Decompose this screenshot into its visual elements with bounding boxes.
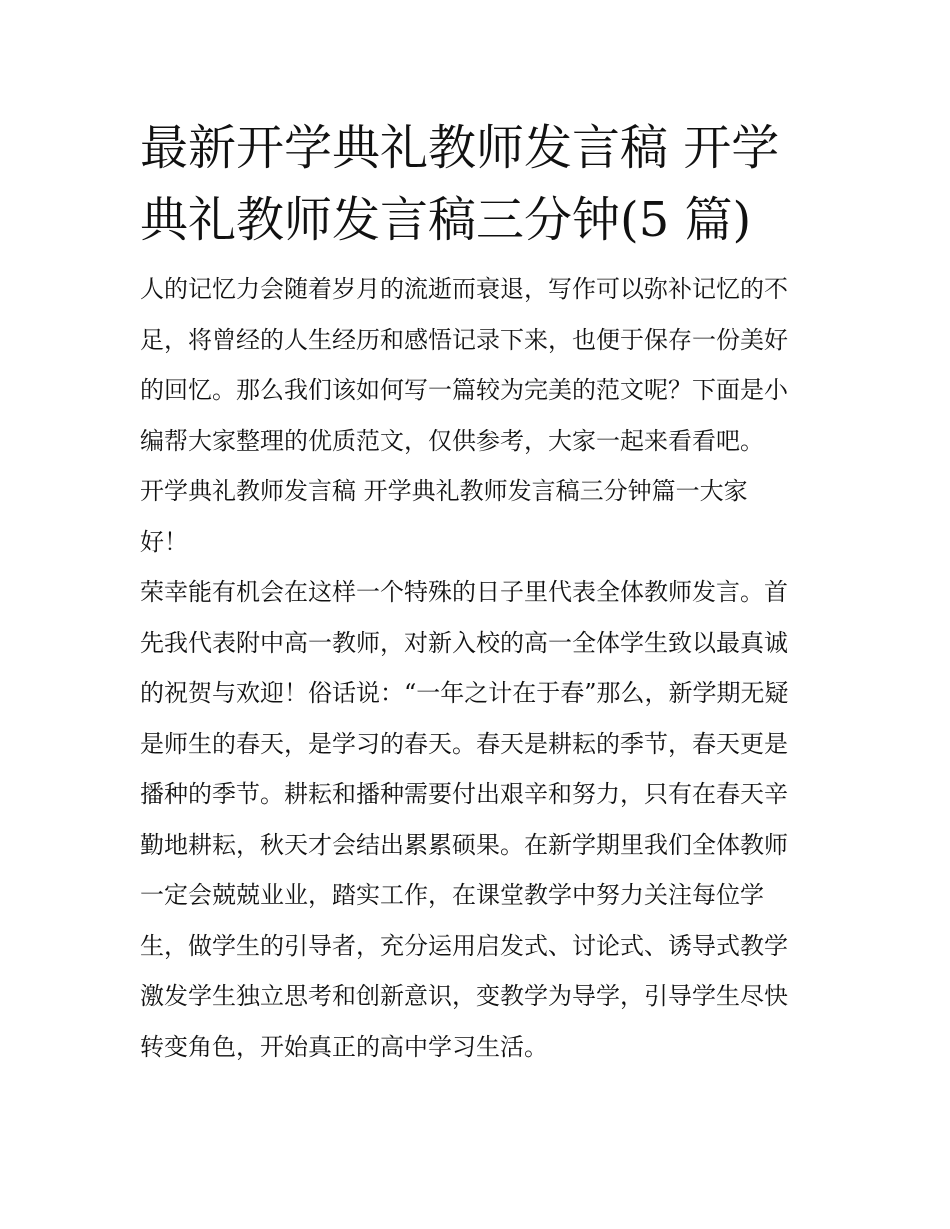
- body-line: 先我代表附中高一教师，对新入校的高一全体学生致以最真诚: [140, 628, 788, 657]
- body-paragraph: [140, 567, 812, 1072]
- intro-line: 足，将曾经的人生经历和感悟记录下来，也便于保存一份美好: [140, 325, 788, 354]
- body-line: 是师生的春天，是学习的春天。春天是耕耘的季节，春天更是: [140, 729, 788, 758]
- intro-paragraph: [140, 264, 812, 466]
- body-line: 激发学生独立思考和创新意识，变教学为导学，引导学生尽快: [140, 982, 788, 1010]
- section-heading-line: 好！: [140, 527, 188, 556]
- body-line: 播种的季节。耕耘和播种需要付出艰辛和努力，只有在春天辛: [140, 780, 788, 808]
- body-line: 荣幸能有机会在这样一个特殊的日子里代表全体教师发言。首: [140, 578, 788, 606]
- document-content: [140, 112, 812, 1072]
- body-line: 勤地耕耘，秋天才会结出累累硕果。在新学期里我们全体教师: [140, 830, 788, 859]
- document-title: [140, 112, 812, 256]
- body-line: 转变角色，开始真正的高中学习生活。: [140, 1032, 548, 1061]
- intro-line: 编帮大家整理的优质范文，仅供参考，大家一起来看看吧。: [140, 426, 764, 455]
- intro-line: 的回忆。那么我们该如何写一篇较为完美的范文呢？下面是小: [140, 376, 788, 404]
- body-line: 的祝贺与欢迎！俗话说：“一年之计在于春”那么，新学期无疑: [140, 679, 789, 707]
- body-line: 生，做学生的引导者，充分运用启发式、讨论式、诱导式教学: [140, 931, 788, 960]
- section-heading: [140, 466, 812, 567]
- body-line: 一定会兢兢业业，踏实工作，在课堂教学中努力关注每位学: [140, 881, 764, 909]
- title-line-2: 典礼教师发言稿三分钟(5 篇): [140, 192, 752, 248]
- intro-line: 人的记忆力会随着岁月的流逝而衰退，写作可以弥补记忆的不: [140, 275, 788, 303]
- section-heading-line: 开学典礼教师发言稿 开学典礼教师发言稿三分钟篇一大家: [140, 477, 748, 505]
- title-line-1: 最新开学典礼教师发言稿 开学: [140, 120, 780, 176]
